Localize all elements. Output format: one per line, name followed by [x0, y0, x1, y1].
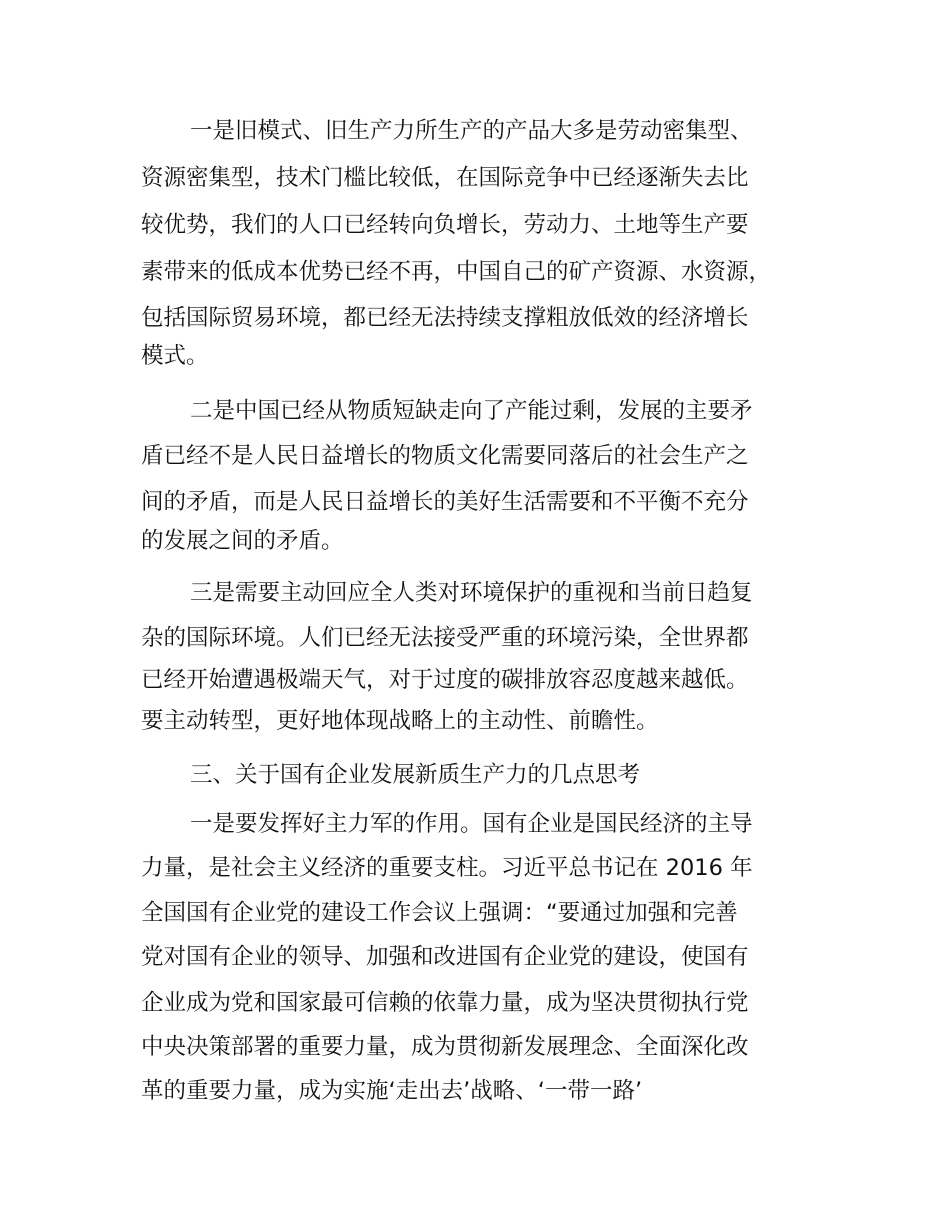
paragraph-1-line-6: 模式。	[141, 343, 209, 369]
paragraph-4-line-5: 企业成为党和国家最可信赖的依靠力量，成为坚决贯彻执行党	[141, 990, 749, 1016]
paragraph-1-line-2: 资源密集型，技术门槛比较低，在国际竞争中已经逐渐失去比	[141, 165, 749, 191]
paragraph-3-line-3: 已经开始遭遇极端天气，对于过度的碳排放容忍度越来越低。	[141, 667, 749, 693]
paragraph-2-line-1: 二是中国已经从物质短缺走向了产能过剩，发展的主要矛	[190, 398, 753, 424]
paragraph-3-line-4: 要主动转型，更好地体现战略上的主动性、前瞻性。	[141, 708, 659, 734]
paragraph-4-line-7: 革的重要力量，成为实施‘走出去’战略、‘一带一路’	[141, 1078, 643, 1104]
paragraph-1-line-3: 较优势，我们的人口已经转向负增长，劳动力、土地等生产要	[141, 212, 749, 238]
paragraph-2-line-2: 盾已经不是人民日益增长的物质文化需要同落后的社会生产之	[141, 443, 749, 469]
paragraph-3-line-1: 三是需要主动回应全人类对环境保护的重视和当前日趋复	[190, 580, 753, 606]
paragraph-4-line-6: 中央决策部署的重要力量，成为贯彻新发展理念、全面深化改	[141, 1034, 749, 1060]
paragraph-1-line-1: 一是旧模式、旧生产力所生产的产品大多是劳动密集型、	[190, 118, 753, 144]
paragraph-3-line-2: 杂的国际环境。人们已经无法接受严重的环境污染，全世界都	[141, 625, 749, 651]
paragraph-4-line-3: 全国国有企业党的建设工作会议上强调：“要通过加强和完善	[141, 900, 738, 926]
paragraph-2-line-4: 的发展之间的矛盾。	[141, 528, 344, 554]
paragraph-1-line-5: 包括国际贸易环境，都已经无法持续支撑粗放低效的经济增长	[141, 305, 749, 331]
paragraph-4-line-1: 一是要发挥好主力军的作用。国有企业是国民经济的主导	[190, 811, 753, 837]
section-heading: 三、关于国有企业发展新质生产力的几点思考	[190, 762, 641, 788]
paragraph-2-line-3: 间的矛盾，而是人民日益增长的美好生活需要和不平衡不充分	[141, 489, 749, 515]
paragraph-4-line-2: 力量，是社会主义经济的重要支柱。习近平总书记在 2016 年	[141, 855, 753, 881]
paragraph-4-line-4: 党对国有企业的领导、加强和改进国有企业党的建设，使国有	[141, 944, 749, 970]
paragraph-1-line-4: 素带来的低成本优势已经不再，中国自己的矿产资源、水资源，	[141, 259, 772, 285]
